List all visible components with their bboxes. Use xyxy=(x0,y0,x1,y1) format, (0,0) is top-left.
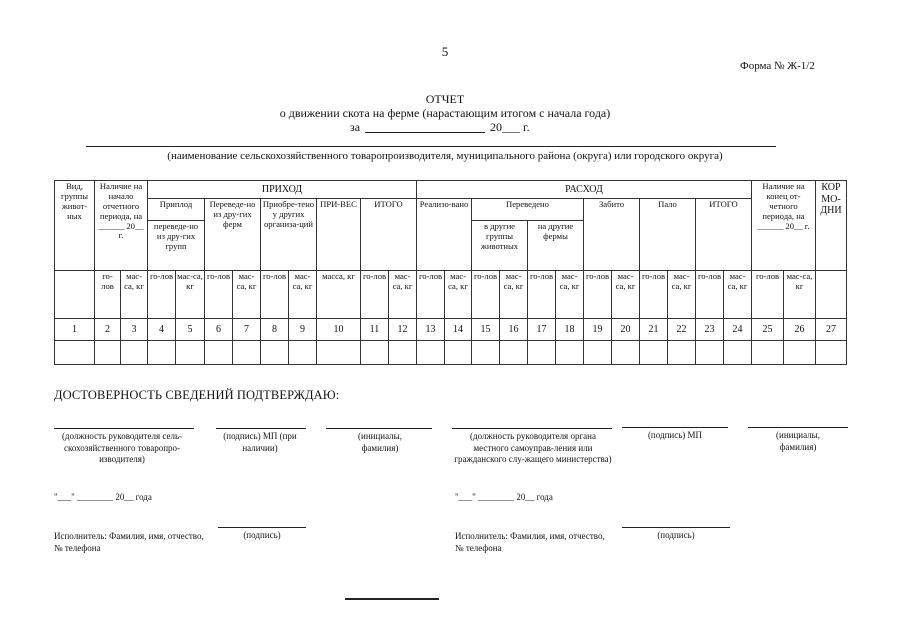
sold-header: Реализо-вано xyxy=(417,199,472,271)
report-title: ОТЧЕТ xyxy=(425,92,465,106)
unit-mass: мас-са, кг xyxy=(233,271,261,319)
unit-heads: го-лов xyxy=(752,271,784,319)
report-subtitle: о движении скота на ферме (нарастающим итогом с начала года) xyxy=(279,106,611,120)
footer-separator xyxy=(345,598,439,600)
unit-mass: мас-са, кг xyxy=(389,271,417,319)
col-number: 11 xyxy=(361,319,389,341)
right-exec-sign-caption: (подпись) xyxy=(657,530,695,540)
report-table xyxy=(54,180,847,365)
right-date: "___" ________ 20__ года xyxy=(455,492,553,502)
col-number: 13 xyxy=(417,319,445,341)
unit-mass: мас-са, кг xyxy=(724,271,752,319)
unit-cell-empty xyxy=(816,271,847,319)
left-executor: Исполнитель: Фамилия, имя, отчество, № телефона xyxy=(54,531,204,554)
data-cell[interactable] xyxy=(233,341,261,365)
col-number: 6 xyxy=(205,319,233,341)
unit-mass: мас-са, кг xyxy=(612,271,640,319)
col-number: 2 xyxy=(95,319,121,341)
col-number: 5 xyxy=(176,319,205,341)
gain-header: ПРИ-ВЕС xyxy=(317,199,361,271)
left-exec-sign-line xyxy=(218,527,306,528)
col-number: 25 xyxy=(752,319,784,341)
data-cell[interactable] xyxy=(752,341,784,365)
data-cell[interactable] xyxy=(612,341,640,365)
unit-heads: го-лов xyxy=(472,271,500,319)
data-cell[interactable] xyxy=(528,341,556,365)
col-number: 26 xyxy=(784,319,816,341)
units-row xyxy=(55,271,847,319)
unit-heads: го-лов xyxy=(584,271,612,319)
data-cell[interactable] xyxy=(668,341,696,365)
left-signature-caption: (подпись) МП (при наличии) xyxy=(223,431,297,453)
col-number: 24 xyxy=(724,319,752,341)
unit-mass: мас-са, кг xyxy=(121,271,148,319)
confirm-heading: ДОСТОВЕРНОСТЬ СВЕДЕНИЙ ПОДТВЕРЖДАЮ: xyxy=(54,388,340,402)
unit-heads: го-лов xyxy=(696,271,724,319)
right-initials-line xyxy=(748,427,848,428)
period-year: 20___ г. xyxy=(490,120,530,134)
col-number: 3 xyxy=(121,319,148,341)
page-number: 5 xyxy=(441,44,449,59)
unit-mass: мас-са, кг xyxy=(556,271,584,319)
data-cell[interactable] xyxy=(389,341,417,365)
transferred-header: Переведено xyxy=(472,199,584,221)
unit-heads: го-лов xyxy=(148,271,176,319)
col-number: 4 xyxy=(148,319,176,341)
left-position-line xyxy=(54,428,194,429)
left-signature-line xyxy=(216,428,306,429)
unit-mass: мас-са, кг xyxy=(445,271,472,319)
right-position-line xyxy=(452,428,612,429)
income-total-header: ИТОГО xyxy=(361,199,417,271)
data-cell[interactable] xyxy=(95,341,121,365)
right-exec-sign-line xyxy=(622,527,730,528)
right-signature-caption: (подпись) МП xyxy=(647,430,703,440)
unit-heads: го-лов xyxy=(205,271,233,319)
birth-header: Приплод xyxy=(148,199,205,221)
data-cell[interactable] xyxy=(205,341,233,365)
column-numbers-row xyxy=(55,319,847,341)
period-blank-line xyxy=(365,132,485,133)
col-number: 1 xyxy=(55,319,95,341)
period-prefix: за xyxy=(350,120,361,134)
data-cell[interactable] xyxy=(784,341,816,365)
data-cell[interactable] xyxy=(317,341,361,365)
left-position-caption: (должность руководителя сель-скохозяйственного товаропро-изводителя) xyxy=(61,431,183,465)
data-cell[interactable] xyxy=(176,341,205,365)
right-signature-line xyxy=(622,427,728,428)
unit-heads: го-лов xyxy=(361,271,389,319)
right-executor: Исполнитель: Фамилия, имя, отчество, № телефона xyxy=(455,531,605,554)
data-cell[interactable] xyxy=(724,341,752,365)
form-number: Форма № Ж-1/2 xyxy=(740,60,815,72)
col-number: 9 xyxy=(289,319,317,341)
income-header: ПРИХОД xyxy=(148,181,417,199)
col-number: 7 xyxy=(233,319,261,341)
data-cell[interactable] xyxy=(261,341,289,365)
col-feed-header: КОР МО-ДНИ xyxy=(816,181,847,271)
col-number: 22 xyxy=(668,319,696,341)
data-cell[interactable] xyxy=(361,341,389,365)
data-cell[interactable] xyxy=(289,341,317,365)
from-farms-header: Переведе-но из дру-гих ферм xyxy=(205,199,261,271)
col-number: 15 xyxy=(472,319,500,341)
col-number: 20 xyxy=(612,319,640,341)
data-cell[interactable] xyxy=(556,341,584,365)
org-name-line xyxy=(86,146,776,147)
col-number: 8 xyxy=(261,319,289,341)
slaughtered-header: Забито xyxy=(584,199,640,271)
data-cell[interactable] xyxy=(640,341,668,365)
unit-mass: мас-са, кг xyxy=(289,271,317,319)
unit-cell-empty xyxy=(55,271,95,319)
expense-header: РАСХОД xyxy=(417,181,752,199)
unit-mass-single: масса, кг xyxy=(317,271,361,319)
col-number: 12 xyxy=(389,319,417,341)
unit-mass: мас-са, кг xyxy=(784,271,816,319)
unit-heads: го-лов xyxy=(261,271,289,319)
left-exec-sign-caption: (подпись) xyxy=(243,530,281,540)
col-number: 21 xyxy=(640,319,668,341)
unit-mass: мас-са, кг xyxy=(500,271,528,319)
col-opening-header: Наличие на начало отчетного периода, на ______ 20__ г. xyxy=(95,181,148,271)
col-number: 17 xyxy=(528,319,556,341)
unit-heads: го-лов xyxy=(417,271,445,319)
unit-heads: го-лов xyxy=(95,271,121,319)
data-cell[interactable] xyxy=(472,341,500,365)
data-cell[interactable] xyxy=(148,341,176,365)
col-number: 16 xyxy=(500,319,528,341)
org-caption: (наименование сельскохозяйственного товаропроизводителя, муниципального района (округа) или городского округа) xyxy=(167,150,723,162)
col-number: 10 xyxy=(317,319,361,341)
data-cell[interactable] xyxy=(445,341,472,365)
data-row xyxy=(55,341,847,365)
data-cell[interactable] xyxy=(584,341,612,365)
data-cell[interactable] xyxy=(816,341,847,365)
unit-mass: мас-са, кг xyxy=(176,271,205,319)
to-farms-header: на другие фермы xyxy=(528,221,584,271)
data-cell[interactable] xyxy=(696,341,724,365)
col-number: 19 xyxy=(584,319,612,341)
col-number: 27 xyxy=(816,319,847,341)
expense-total-header: ИТОГО xyxy=(696,199,752,271)
right-initials-caption: (инициалы, фамилия) xyxy=(776,430,820,452)
birth-sub-header: переведе-но из дру-гих групп xyxy=(148,221,205,271)
col-number: 23 xyxy=(696,319,724,341)
unit-heads: го-лов xyxy=(528,271,556,319)
data-cell[interactable] xyxy=(417,341,445,365)
to-groups-header: в другие группы животных xyxy=(472,221,528,271)
right-position-caption: (должность руководителя органа местного самоуправ-ления или гражданского слу-жащего министерства) xyxy=(454,431,612,465)
died-header: Пало xyxy=(640,199,696,271)
data-cell[interactable] xyxy=(55,341,95,365)
left-date: "___" ________ 20__ года xyxy=(54,492,152,502)
unit-heads: го-лов xyxy=(640,271,668,319)
left-initials-caption: (инициалы, фамилия) xyxy=(358,431,402,453)
col-group-header: Вид, группы живот-ных xyxy=(55,181,95,271)
col-closing-header: Наличие на конец от-четного периода, на ______ 20__ г. xyxy=(752,181,816,271)
col-number: 14 xyxy=(445,319,472,341)
purchased-header: Приобре-тено у других организа-ций xyxy=(261,199,317,271)
left-initials-line xyxy=(326,428,432,429)
data-cell[interactable] xyxy=(121,341,148,365)
col-number: 18 xyxy=(556,319,584,341)
data-cell[interactable] xyxy=(500,341,528,365)
unit-mass: мас-са, кг xyxy=(668,271,696,319)
